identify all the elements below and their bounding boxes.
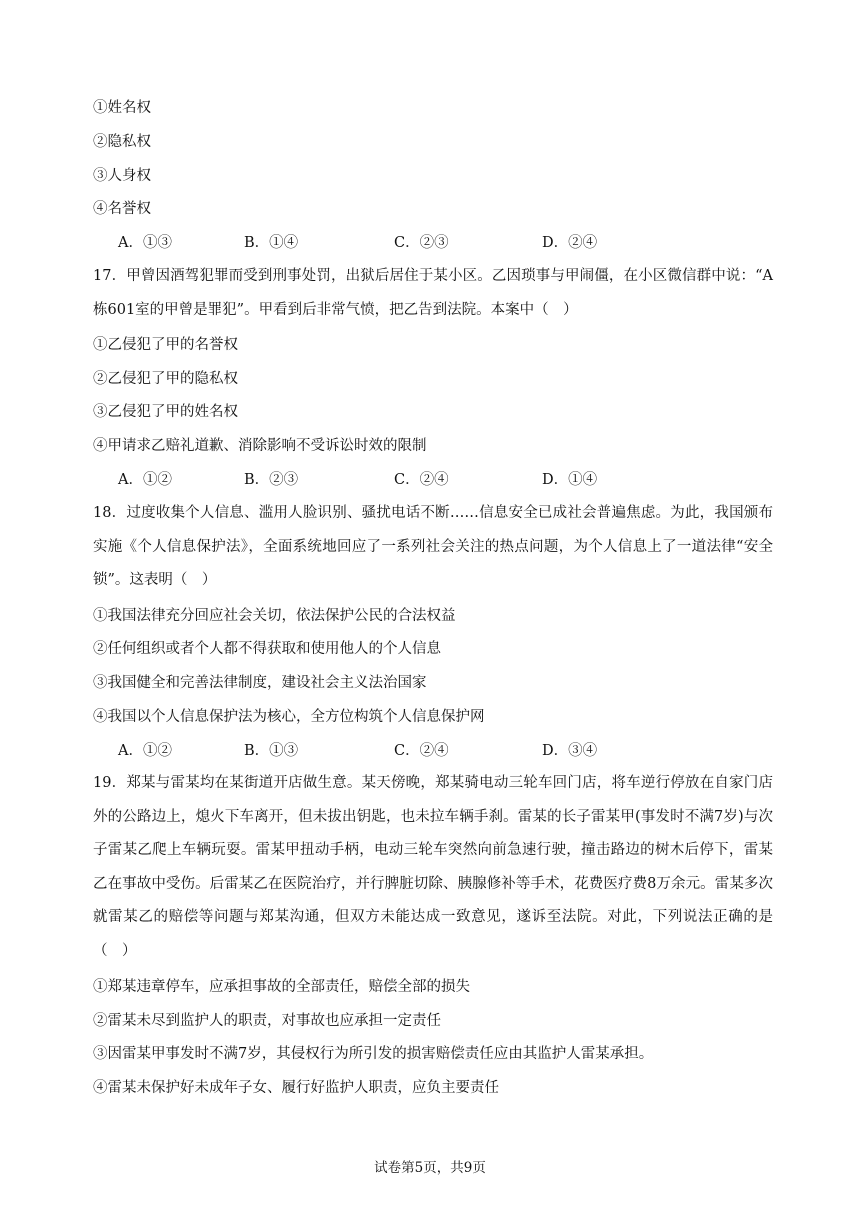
q19-option-4: ④雷某未保护好未成年子女、履行好监护人职责，应负主要责任 [93,1080,499,1096]
q18-option-3: ③我国健全和完善法律制度，建设社会主义法治国家 [93,675,427,691]
q19-option-3: ③因雷某甲事发时不满7岁，其侵权行为所引发的损害赔偿责任应由其监护人雷某承担。 [93,1046,654,1062]
q17-choice-c: C．②④ [394,472,449,488]
q17-choice-b: B．②③ [244,472,299,488]
q17-option-3: ③乙侵犯了甲的姓名权 [93,404,238,420]
q17-option-4: ④甲请求乙赔礼道歉、消除影响不受诉讼时效的限制 [93,438,427,454]
q18-option-4: ④我国以个人信息保护法为核心，全方位构筑个人信息保护网 [93,709,485,725]
q18-choice-d: D．③④ [542,743,598,759]
q16-option-1: ①姓名权 [93,100,151,116]
q16-choice-a: A．①③ [118,235,172,251]
q16-option-4: ④名誉权 [93,201,151,217]
q16-option-3: ③人身权 [93,168,151,184]
q18-option-1: ①我国法律充分回应社会关切，依法保护公民的合法权益 [93,608,456,624]
q19-option-1: ①郑某违章停车，应承担事故的全部责任，赔偿全部的损失 [93,979,470,995]
q17-stem: 17．甲曾因酒驾犯罪而受到刑事处罚，出狱后居住于某小区。乙因琐事与甲闹僵，在小区微信群中说：“A栋601室的甲曾是罪犯”。甲看到后非常气愤，把乙告到法院。本案中（ ） [93,268,773,318]
q18-choice-c: C．②④ [394,743,449,759]
q19-option-2: ②雷某未尽到监护人的职责，对事故也应承担一定责任 [93,1013,441,1029]
q16-choice-d: D．②④ [542,235,598,251]
q16-choice-c: C．②③ [394,235,449,251]
q17-choice-d: D．①④ [542,472,598,488]
q17-choice-a: A．①② [118,472,172,488]
q18-choice-a: A．①② [118,743,172,759]
q16-option-2: ②隐私权 [93,134,151,150]
q19-stem: 19．郑某与雷某均在某街道开店做生意。某天傍晚，郑某骑电动三轮车回门店，将车逆行停放在自家门店外的公路边上，熄火下车离开，但未拔出钥匙，也未拉车辆手刹。雷某的长子雷某甲(事发时不满7岁)与次子雷某乙爬上车辆玩耍。雷某甲扭动手柄，电动三轮车突然向前急速行驶，撞击路边的树木后停下，雷某乙在事故中受伤。后雷某乙在医院治疗，并行脾脏切除、胰腺修补等手术，花费医疗费8万余元。雷某多次就雷某乙的赔偿等问题与郑某沟通，但双方未能达成一致意见，遂诉至法院。对此，下列说法正确的是（ ） [93,775,773,959]
q18-stem: 18．过度收集个人信息、滥用人脸识别、骚扰电话不断……信息安全已成社会普遍焦虑。为此，我国颁布实施《个人信息保护法》，全面系统地回应了一系列社会关注的热点问题，为个人信息上了一道法律“安全锁”。这表明（ ） [93,505,773,588]
q17-option-2: ②乙侵犯了甲的隐私权 [93,371,238,387]
q16-choice-b: B．①④ [244,235,299,251]
q17-option-1: ①乙侵犯了甲的名誉权 [93,337,238,353]
page-footer: 试卷第5页，共9页 [374,1160,486,1176]
q18-option-2: ②任何组织或者个人都不得获取和使用他人的个人信息 [93,641,441,657]
q18-choice-b: B．①③ [244,743,299,759]
